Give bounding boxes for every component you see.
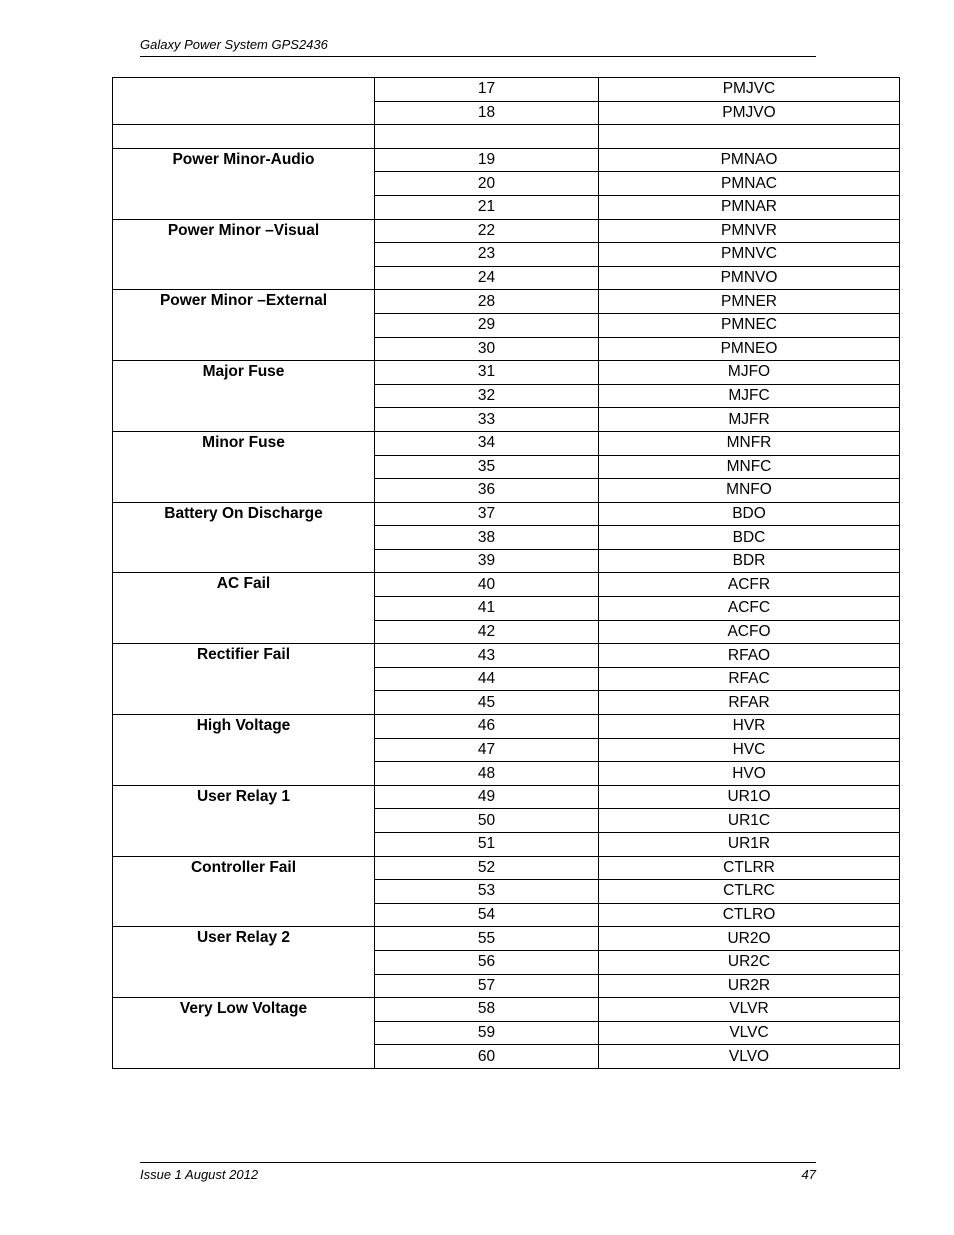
relay-code: RFAC: [599, 667, 900, 691]
relay-number: 33: [375, 408, 599, 432]
relay-number: 56: [375, 950, 599, 974]
relay-number: 37: [375, 502, 599, 526]
alarm-group-label: Major Fuse: [113, 361, 375, 432]
relay-number: 49: [375, 785, 599, 809]
relay-code: BDO: [599, 502, 900, 526]
relay-table-body: [113, 78, 900, 1069]
table-row: [113, 125, 900, 149]
relay-code: MNFR: [599, 431, 900, 455]
alarm-group-label: Very Low Voltage: [113, 998, 375, 1069]
relay-code: MJFO: [599, 361, 900, 385]
page-footer: [140, 1162, 816, 1183]
relay-number: 24: [375, 266, 599, 290]
relay-code: RFAO: [599, 644, 900, 668]
relay-number: 48: [375, 762, 599, 786]
relay-code: PMNVO: [599, 266, 900, 290]
relay-code: PMNVR: [599, 219, 900, 243]
page-number: 47: [801, 1167, 816, 1182]
relay-number: 57: [375, 974, 599, 998]
relay-code: UR2C: [599, 950, 900, 974]
relay-number: 55: [375, 927, 599, 951]
table-row: [113, 78, 900, 102]
relay-code: PMNER: [599, 290, 900, 314]
relay-number: 19: [375, 148, 599, 172]
relay-code: HVR: [599, 715, 900, 739]
relay-number: 52: [375, 856, 599, 880]
table-row: [113, 785, 900, 809]
issue-date: Issue 1 August 2012: [140, 1167, 259, 1182]
alarm-group-label: High Voltage: [113, 715, 375, 786]
relay-code: MJFR: [599, 408, 900, 432]
relay-number: 28: [375, 290, 599, 314]
relay-code: MNFC: [599, 455, 900, 479]
relay-number: 38: [375, 526, 599, 550]
table-row: [113, 573, 900, 597]
relay-number: 31: [375, 361, 599, 385]
table-row: [113, 715, 900, 739]
relay-number: 18: [375, 101, 599, 125]
alarm-group-label: Rectifier Fail: [113, 644, 375, 715]
relay-code: UR2O: [599, 927, 900, 951]
relay-code: MNFO: [599, 479, 900, 503]
relay-code: VLVR: [599, 998, 900, 1022]
table-row: [113, 856, 900, 880]
relay-number: 30: [375, 337, 599, 361]
alarm-group-label: Battery On Discharge: [113, 502, 375, 573]
relay-number: 21: [375, 195, 599, 219]
relay-code: RFAR: [599, 691, 900, 715]
relay-number: 36: [375, 479, 599, 503]
relay-code: UR1O: [599, 785, 900, 809]
relay-number: 46: [375, 715, 599, 739]
relay-number: 44: [375, 667, 599, 691]
relay-code: PMNEC: [599, 313, 900, 337]
relay-number: 43: [375, 644, 599, 668]
relay-number: 42: [375, 620, 599, 644]
relay-code: VLVO: [599, 1045, 900, 1069]
relay-number: 45: [375, 691, 599, 715]
relay-number: 59: [375, 1021, 599, 1045]
relay-number: 22: [375, 219, 599, 243]
relay-code: ACFO: [599, 620, 900, 644]
relay-number: 47: [375, 738, 599, 762]
relay-number: 41: [375, 597, 599, 621]
relay-code: UR1C: [599, 809, 900, 833]
relay-code: PMJVO: [599, 101, 900, 125]
relay-number: 20: [375, 172, 599, 196]
relay-code: HVO: [599, 762, 900, 786]
relay-code: UR1R: [599, 833, 900, 857]
relay-number: 53: [375, 880, 599, 904]
relay-code: VLVC: [599, 1021, 900, 1045]
relay-code: CTLRO: [599, 903, 900, 927]
relay-code: PMNAO: [599, 148, 900, 172]
relay-number: 58: [375, 998, 599, 1022]
table-row: [113, 361, 900, 385]
relay-code: PMNVC: [599, 243, 900, 267]
relay-number: 35: [375, 455, 599, 479]
relay-number: 29: [375, 313, 599, 337]
relay-number: 17: [375, 78, 599, 102]
relay-number: 50: [375, 809, 599, 833]
alarm-group-label: User Relay 1: [113, 785, 375, 856]
relay-code: PMNEO: [599, 337, 900, 361]
relay-number: 54: [375, 903, 599, 927]
relay-number: 23: [375, 243, 599, 267]
table-row: [113, 998, 900, 1022]
relay-code: MJFC: [599, 384, 900, 408]
alarm-group-label: User Relay 2: [113, 927, 375, 998]
relay-code: ACFC: [599, 597, 900, 621]
alarm-group-label: Controller Fail: [113, 856, 375, 927]
table-row: [113, 502, 900, 526]
alarm-group-label: [113, 125, 375, 149]
relay-code: BDC: [599, 526, 900, 550]
document-title: Galaxy Power System GPS2436: [140, 37, 328, 52]
relay-code: HVC: [599, 738, 900, 762]
relay-code: PMJVC: [599, 78, 900, 102]
relay-number: 39: [375, 549, 599, 573]
relay-code: [599, 125, 900, 149]
table-row: [113, 927, 900, 951]
alarm-group-label: Power Minor-Audio: [113, 148, 375, 219]
relay-number: [375, 125, 599, 149]
alarm-group-label: Power Minor –External: [113, 290, 375, 361]
relay-code: ACFR: [599, 573, 900, 597]
table-row: [113, 290, 900, 314]
relay-alarm-table: [112, 77, 900, 1069]
relay-code: CTLRR: [599, 856, 900, 880]
table-row: [113, 148, 900, 172]
table-row: [113, 644, 900, 668]
relay-number: 40: [375, 573, 599, 597]
table-row: [113, 431, 900, 455]
relay-number: 51: [375, 833, 599, 857]
alarm-group-label: AC Fail: [113, 573, 375, 644]
relay-number: 34: [375, 431, 599, 455]
relay-code: CTLRC: [599, 880, 900, 904]
relay-code: PMNAR: [599, 195, 900, 219]
table-row: [113, 219, 900, 243]
alarm-group-label: Minor Fuse: [113, 431, 375, 502]
relay-code: PMNAC: [599, 172, 900, 196]
relay-number: 60: [375, 1045, 599, 1069]
relay-code: BDR: [599, 549, 900, 573]
relay-number: 32: [375, 384, 599, 408]
page-header: [140, 36, 816, 57]
alarm-group-label: [113, 78, 375, 125]
relay-code: UR2R: [599, 974, 900, 998]
alarm-group-label: Power Minor –Visual: [113, 219, 375, 290]
